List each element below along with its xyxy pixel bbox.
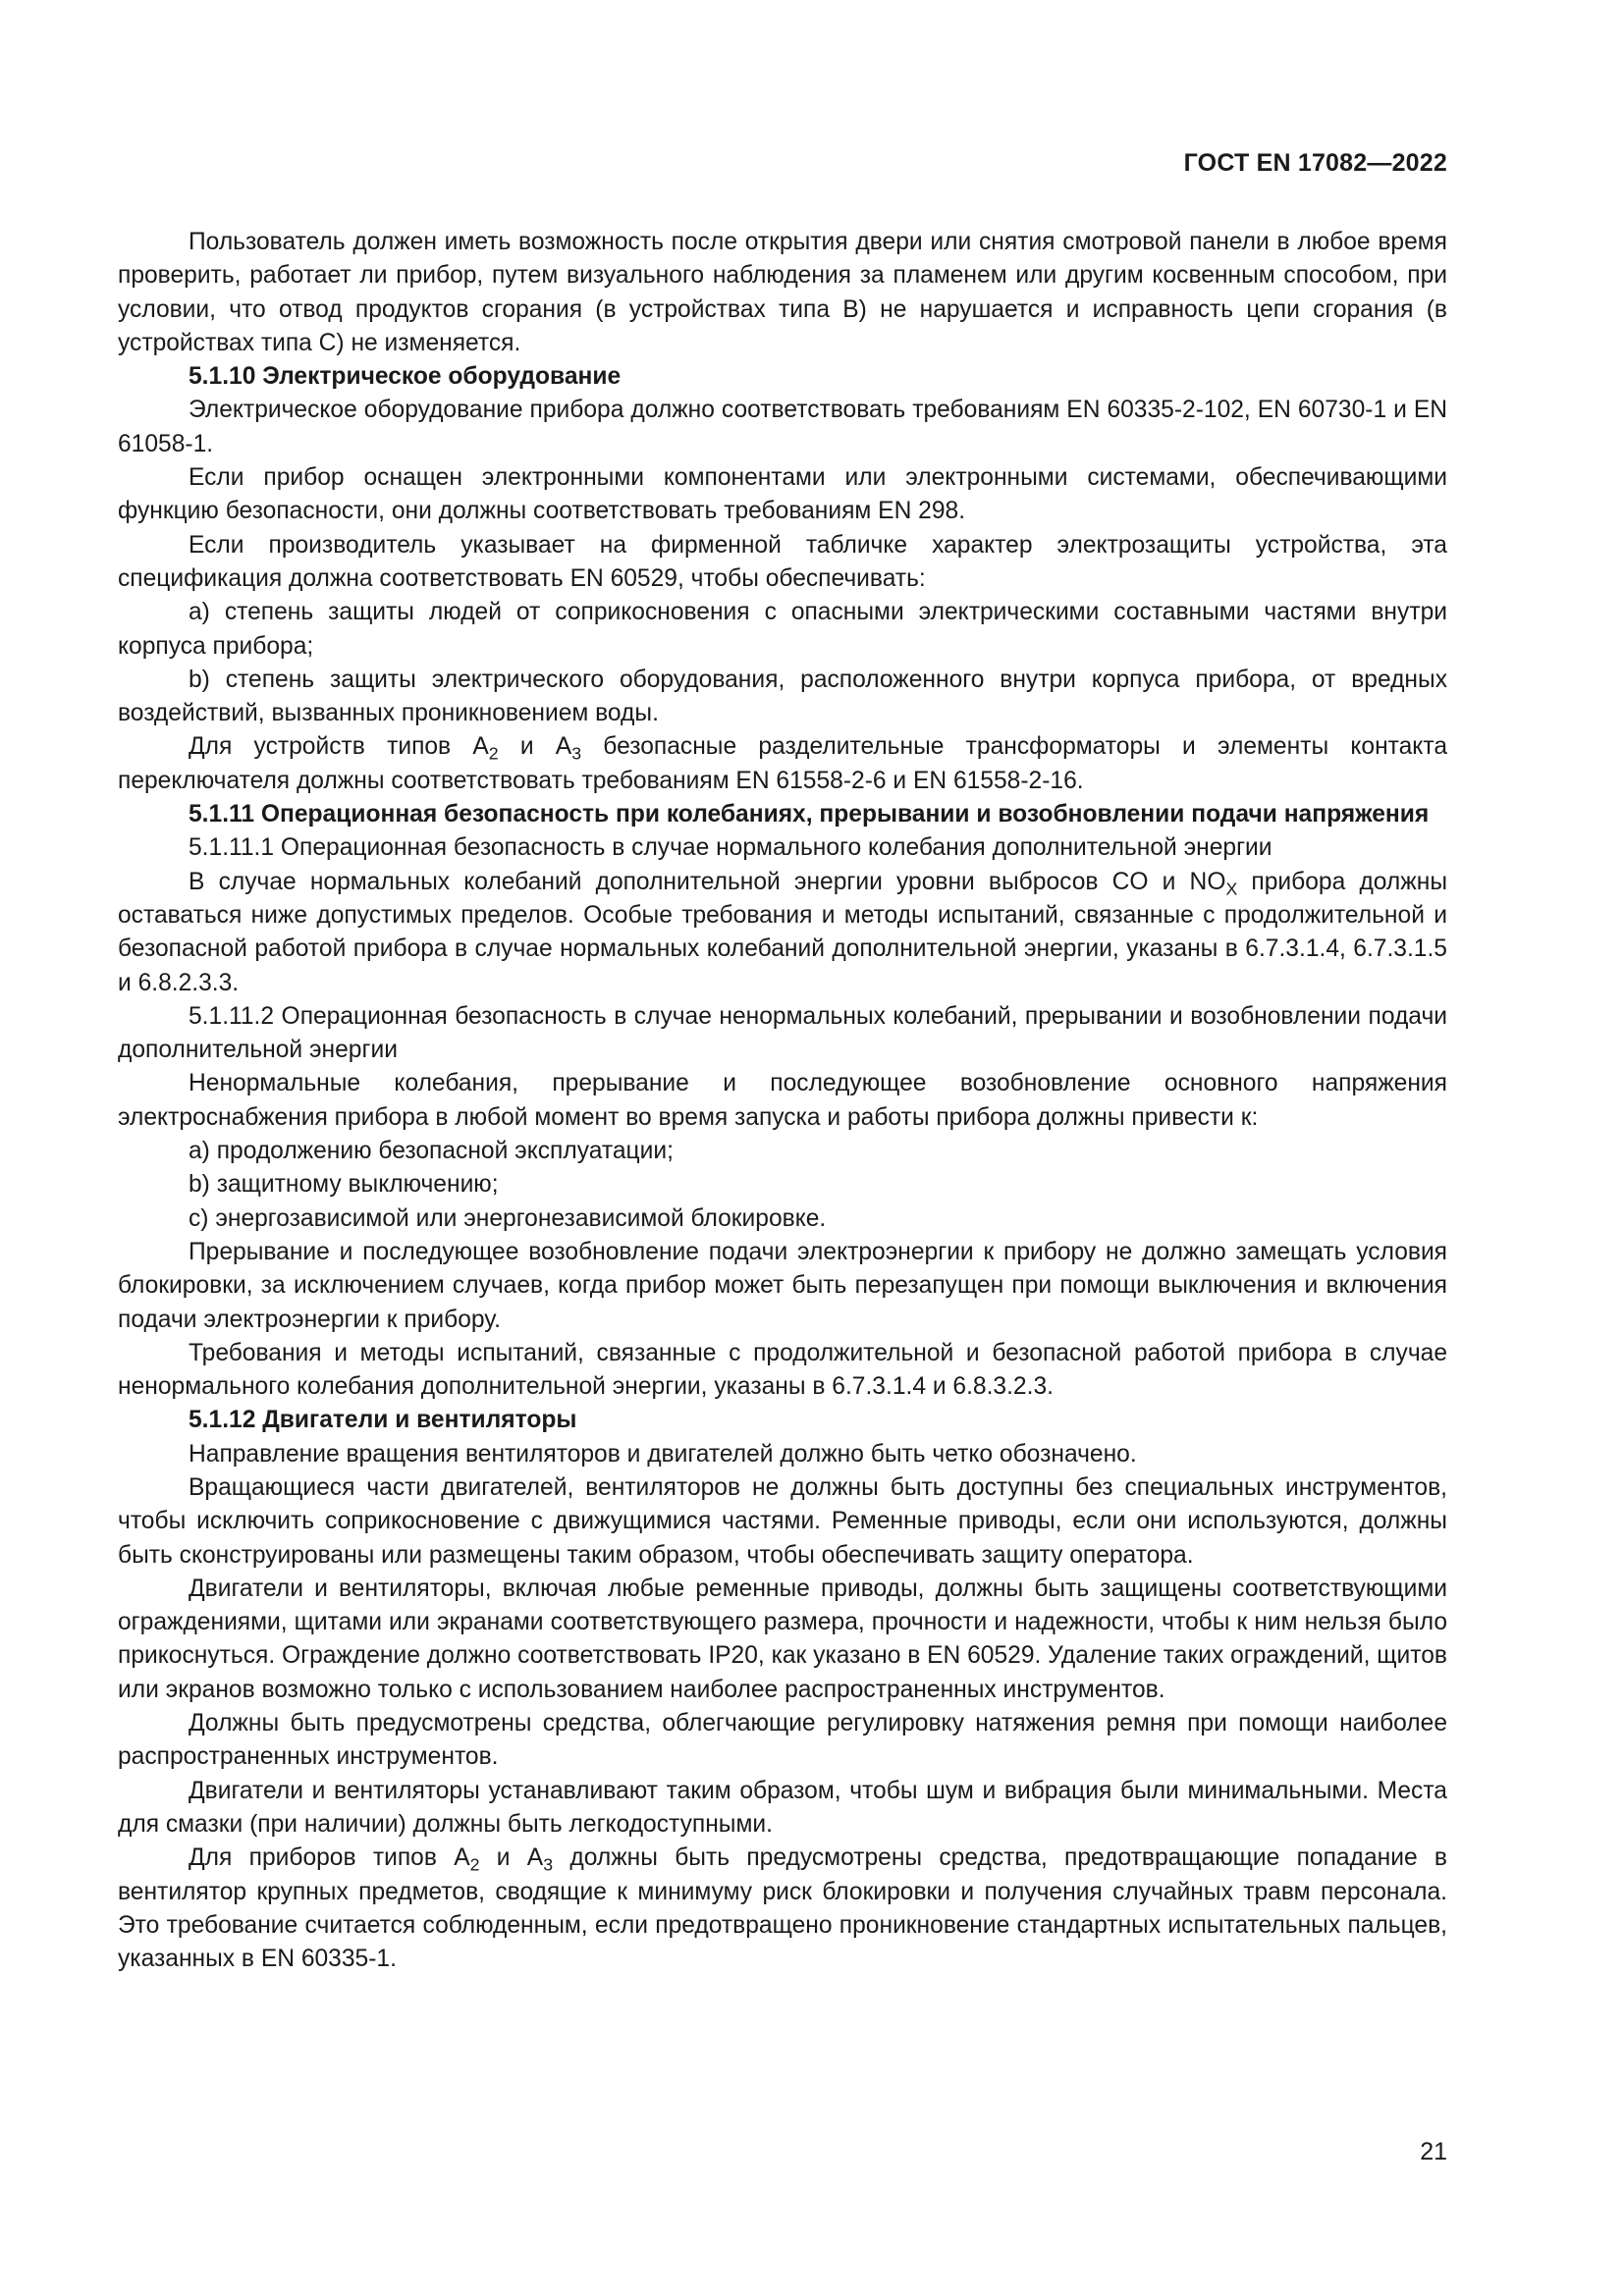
subscript: 2	[469, 1854, 480, 1875]
paragraph: Если производитель указывает на фирменной табличке характер электрозащиты устройства, эта спецификация должна соответствовать EN 60529, чтобы обеспечивать:	[118, 531, 1447, 592]
text-run: Для устройств типов A	[189, 733, 489, 761]
subscript: X	[1225, 878, 1238, 898]
paragraph: Ненормальные колебания, прерывание и последующее возобновление основного напряжения электроснабжения прибора в любой момент во время запуска и работы прибора должны привести к:	[118, 1070, 1447, 1131]
subscript: 2	[488, 743, 499, 764]
list-item: c) энергозависимой или энергонезависимой блокировке.	[189, 1204, 827, 1232]
text-run: прибора должны оставаться ниже допустимых пределов. Особые требования и методы испытаний, связанные с продолжительной и безопасной работой прибора в случае нормальных колебаний дополнительной энергии, указаны в 6.7.3.1.4, 6.7.3.1.5 и 6.8.2.3.3.	[118, 868, 1447, 996]
paragraph: Должны быть предусмотрены средства, облегчающие регулировку натяжения ремня при помощи наиболее распространенных инструментов.	[118, 1710, 1447, 1771]
paragraph: Электрическое оборудование прибора должно соответствовать требованиям EN 60335-2-102, EN 60730-1 и EN 61058-1.	[118, 397, 1447, 457]
text-run: и A	[479, 1844, 544, 1872]
paragraph: Направление вращения вентиляторов и двигателей должно быть четко обозначено.	[189, 1440, 1137, 1468]
paragraph	[118, 730, 1447, 798]
subsection-title: 5.1.11.1 Операционная безопасность в случае нормального колебания дополнительной энергии	[189, 834, 1272, 862]
document-code-header: ГОСТ EN 17082—2022	[1183, 149, 1447, 177]
subscript: 3	[571, 743, 582, 764]
paragraph: Пользователь должен иметь возможность после открытия двери или снятия смотровой панели в любое время проверить, работает ли прибор, путем визуального наблюдения за пламенем или другим косвенным способом, при условии, что отвод продуктов сгорания (в устройствах типа B) не нарушается и исправность цепи сгорания (в устройствах типа C) не изменяется.	[118, 229, 1447, 356]
text-run: безопасные разделительные трансформаторы и элементы контакта переключателя должны соответствовать требованиям EN 61558-2-6 и EN 61558-2-16.	[118, 733, 1448, 794]
paragraph: Требования и методы испытаний, связанные с продолжительной и безопасной работой прибора в случае ненормального колебания дополнительной энергии, указаны в 6.7.3.1.4 и 6.8.3.2.3.	[118, 1339, 1447, 1401]
section-heading-5-1-11: 5.1.11 Операционная безопасность при колебаниях, прерывании и возобновлении подачи напряжения	[189, 801, 1430, 828]
page-number: 21	[1420, 2138, 1447, 2165]
paragraph: Если прибор оснащен электронными компонентами или электронными системами, обеспечивающими функцию безопасности, они должны соответствовать требованиям EN 298.	[118, 464, 1447, 525]
section-heading-5-1-12: 5.1.12 Двигатели и вентиляторы	[189, 1407, 577, 1434]
paragraph	[118, 1842, 1447, 1976]
list-item: a) продолжению безопасной эксплуатации;	[189, 1138, 674, 1165]
list-item: a) степень защиты людей от соприкосновения с опасными электрическими составными частями внутри корпуса прибора;	[118, 599, 1447, 660]
subsection-title: 5.1.11.2 Операционная безопасность в случае ненормальных колебаний, прерывании и возобновлении подачи дополнительной энергии	[118, 1002, 1447, 1064]
text-run: Для приборов типов A	[189, 1844, 470, 1872]
paragraph: Двигатели и вентиляторы устанавливают таким образом, чтобы шум и вибрация были минимальными. Места для смазки (при наличии) должны быть легкодоступными.	[118, 1777, 1447, 1838]
text-run: и A	[498, 733, 572, 761]
text-run: должны быть предусмотрены средства, предотвращающие попадание в вентилятор крупных предметов, сводящие к минимуму риск блокировки и получения случайных травм персонала. Это требование считается соблюденным, если предотвращено проникновение стандартных испытательных пальцев, указанных в EN 60335-1.	[118, 1844, 1447, 1973]
list-item: b) защитному выключению;	[189, 1171, 499, 1199]
text-run: В случае нормальных колебаний дополнительной энергии уровни выбросов CO и NO	[189, 868, 1226, 895]
document-body	[118, 226, 1447, 1976]
paragraph	[118, 866, 1447, 1000]
list-item: b) степень защиты электрического оборудования, расположенного внутри корпуса прибора, от вредных воздействий, вызванных проникновением воды.	[118, 666, 1447, 727]
paragraph: Двигатели и вентиляторы, включая любые ременные приводы, должны быть защищены соответствующими ограждениями, щитами или экранами соответствующего размера, прочности и надежности, чтобы к ним нельзя было прикоснуться. Ограждение должно соответствовать IP20, как указано в EN 60529. Удаление таких ограждений, щитов или экранов возможно только с использованием наиболее распространенных инструментов.	[118, 1575, 1447, 1703]
subscript: 3	[543, 1854, 554, 1875]
section-heading-5-1-10: 5.1.10 Электрическое оборудование	[189, 363, 622, 391]
paragraph: Вращающиеся части двигателей, вентиляторов не должны быть доступны без специальных инструментов, чтобы исключить соприкосновение с движущимися частями. Ременные приводы, если они используются, должны быть сконструированы или размещены таким образом, чтобы обеспечивать защиту оператора.	[118, 1473, 1447, 1569]
paragraph: Прерывание и последующее возобновление подачи электроэнергии к прибору не должно замещать условия блокировки, за исключением случаев, когда прибор может быть перезапущен при помощи выключения и включения подачи электроэнергии к прибору.	[118, 1238, 1447, 1333]
